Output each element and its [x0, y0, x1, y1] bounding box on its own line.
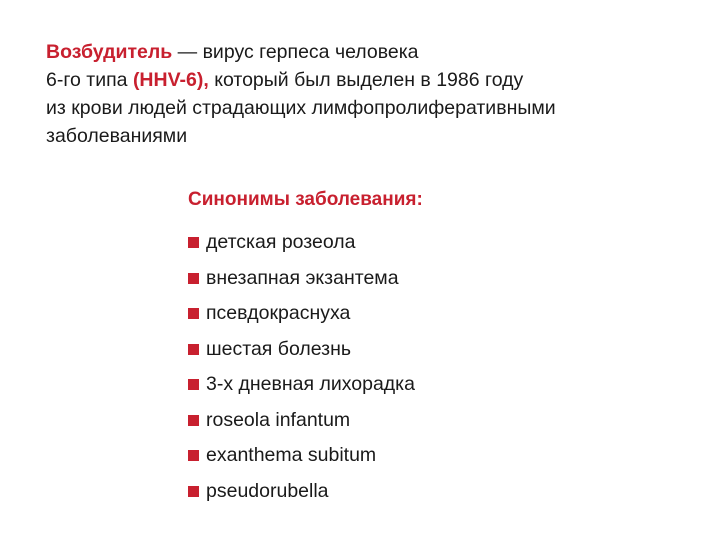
red-square-bullet-icon	[188, 344, 199, 355]
red-square-bullet-icon	[188, 415, 199, 426]
synonym-label: 3-х дневная лихорадка	[206, 373, 415, 396]
virus-abbreviation: (HHV-6),	[132, 69, 209, 91]
synonym-label: псевдокраснуха	[206, 302, 351, 325]
red-square-bullet-icon	[188, 308, 199, 319]
pathogen-description	[46, 38, 686, 150]
red-square-bullet-icon	[188, 379, 199, 390]
red-square-bullet-icon	[188, 273, 199, 284]
synonyms-list	[188, 225, 668, 509]
synonym-label: детская розеола	[206, 231, 356, 254]
intro-line-2	[46, 66, 686, 94]
red-square-bullet-icon	[188, 450, 199, 461]
virus-type-text: 6-го типа	[46, 69, 133, 91]
synonym-item	[188, 332, 668, 368]
synonym-label: внезапная экзантема	[206, 266, 399, 289]
synonym-label: roseola infantum	[206, 408, 351, 431]
red-square-bullet-icon	[188, 237, 199, 248]
synonym-label: шестая болезнь	[206, 337, 352, 360]
pathogen-text: — вирус герпеса человека	[172, 41, 419, 63]
synonym-item	[188, 403, 668, 439]
synonyms-heading: Синонимы заболевания:	[188, 189, 423, 210]
intro-line-4: заболеваниями	[46, 125, 188, 147]
pathogen-label: Возбудитель	[46, 41, 173, 63]
synonym-item	[188, 438, 668, 474]
intro-line-3: из крови людей страдающих лимфопролиферативными	[46, 97, 556, 119]
synonym-label: exanthema subitum	[206, 444, 377, 467]
red-square-bullet-icon	[188, 486, 199, 497]
synonym-label: pseudorubella	[206, 479, 329, 502]
synonym-item	[188, 296, 668, 332]
synonym-item	[188, 474, 668, 510]
discovery-text: который был выделен в 1986 году	[208, 69, 524, 91]
synonym-item	[188, 367, 668, 403]
intro-line-1	[46, 38, 686, 66]
synonym-item	[188, 261, 668, 297]
synonym-item	[188, 225, 668, 261]
synonyms-section	[188, 187, 668, 509]
